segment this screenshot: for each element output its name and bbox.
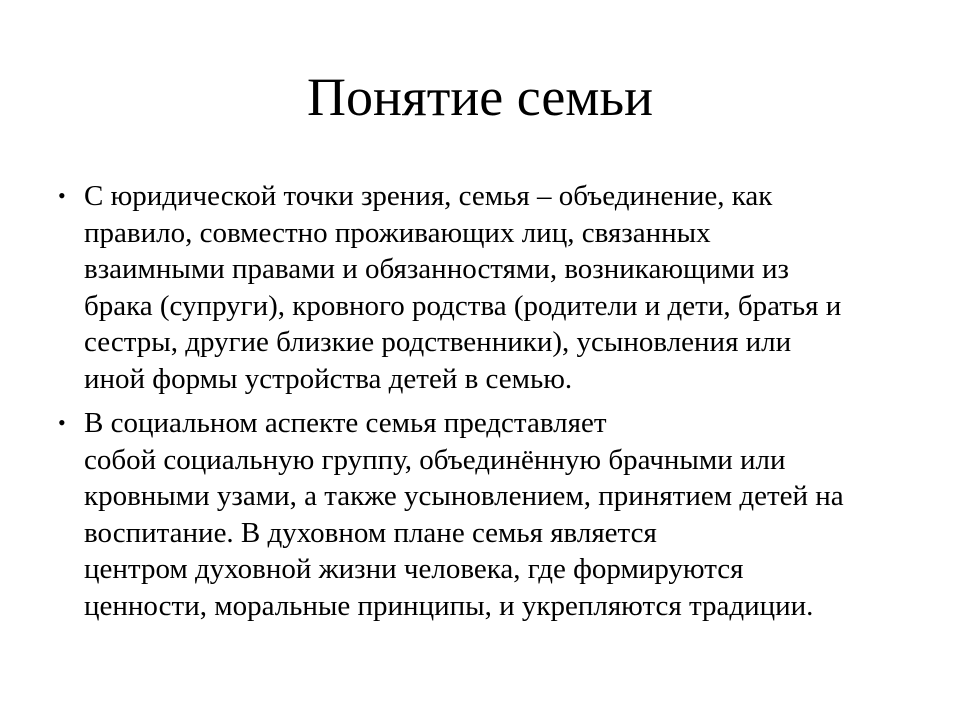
bullet-line: ценности, моральные принципы, и укрепляются традиции.: [84, 589, 814, 622]
bullet-line: брака (супруги), кровного родства (родители и дети, братья и: [84, 289, 842, 322]
bullet-line: сестры, другие близкие родственники), усыновления или: [84, 326, 792, 358]
bullet-dot-icon: •: [58, 183, 66, 208]
bullet-item-social: [56, 405, 916, 624]
bullet-line: взаимными правами и обязанностями, возникающими из: [84, 253, 789, 285]
bullet-line: С юридической точки зрения, семья – объединение, как: [84, 180, 773, 212]
bullet-line: собой социальную группу, объединённую брачными или: [84, 443, 786, 476]
bullet-line: иной формы устройства детей в семью.: [84, 362, 573, 395]
slide-title: Понятие семьи: [307, 67, 653, 127]
bullet-dot-icon: •: [58, 410, 66, 435]
bullet-list: [56, 178, 916, 632]
bullet-line: В социальном аспекте семья представляет: [84, 407, 607, 439]
bullet-line: кровными узами, а также усыновлением, принятием детей на: [84, 480, 844, 512]
bullet-item-legal: [56, 178, 916, 397]
bullet-line: правило, совместно проживающих лиц, связанных: [84, 216, 711, 249]
bullet-line: воспитание. В духовном плане семья является: [84, 516, 657, 549]
bullet-line: центром духовной жизни человека, где формируются: [84, 553, 744, 585]
